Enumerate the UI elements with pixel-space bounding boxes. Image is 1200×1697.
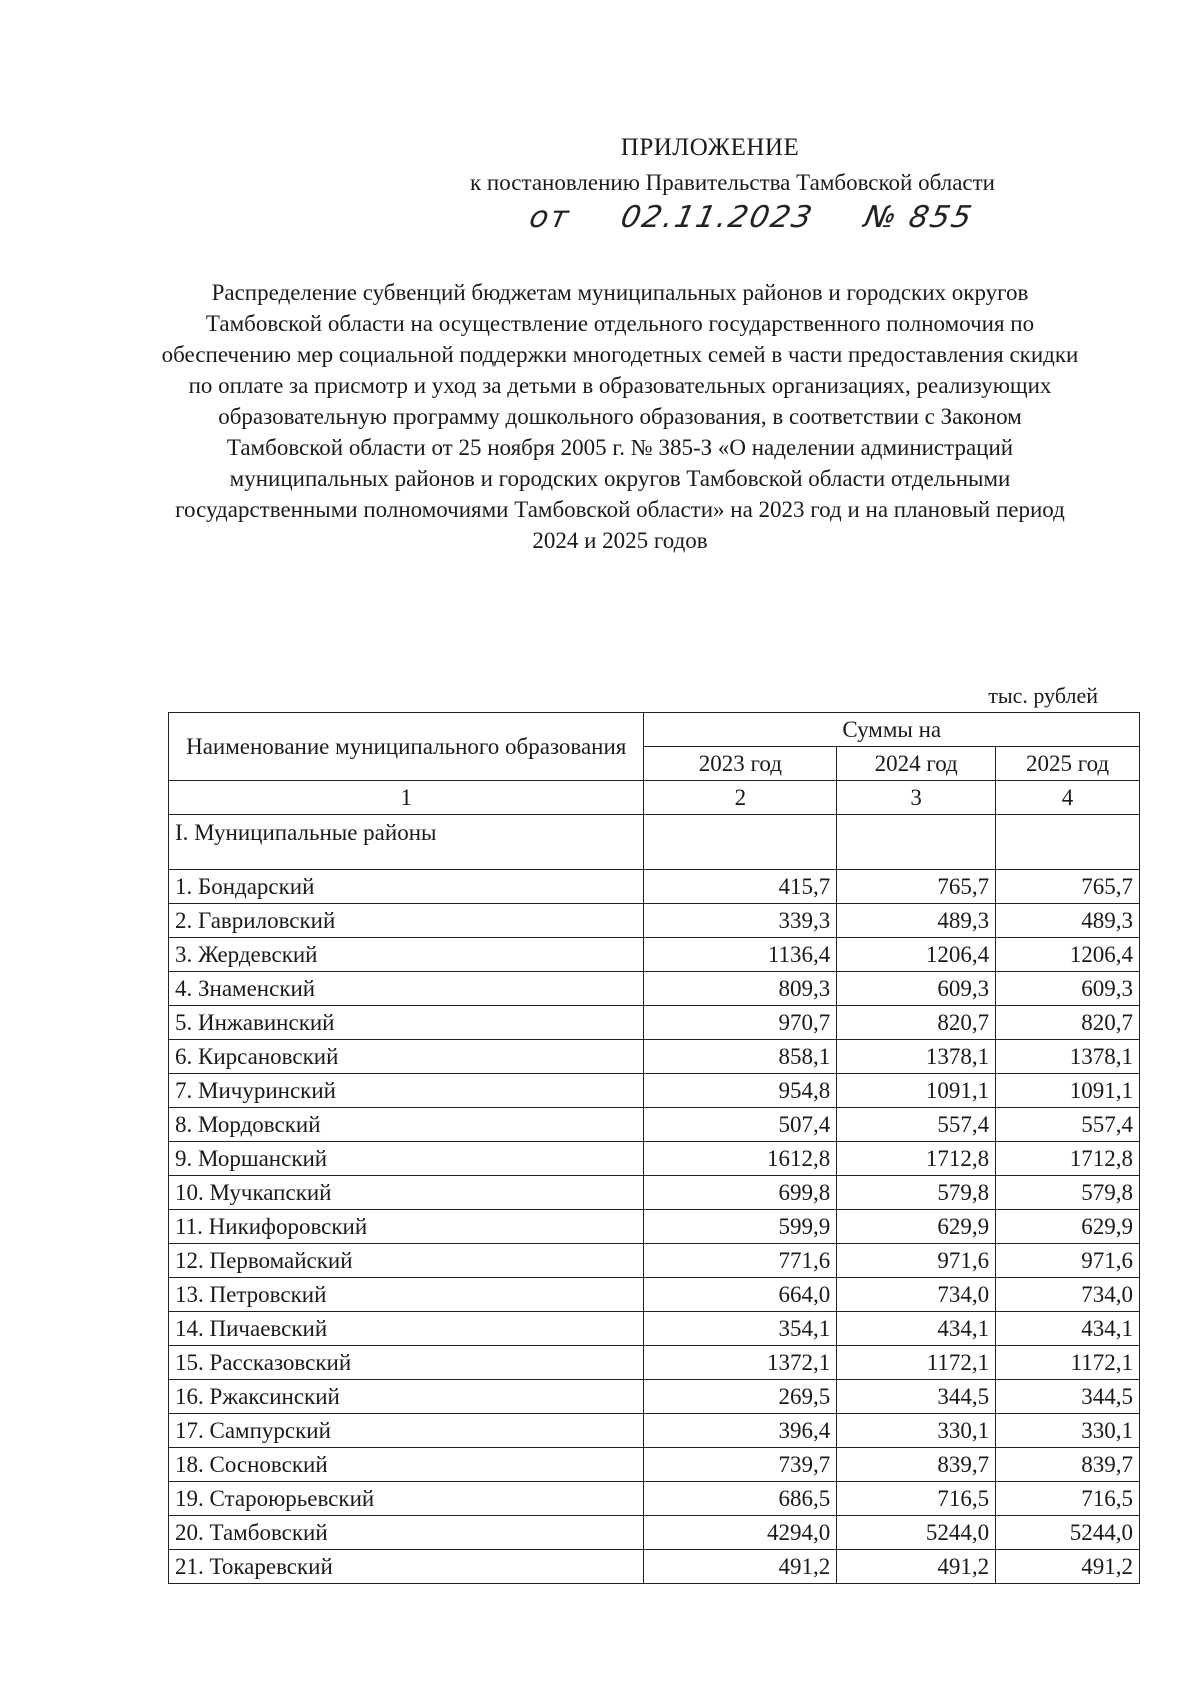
section-row (169, 815, 1140, 870)
table-row (169, 1346, 1140, 1380)
value-2024: 839,7 (837, 1448, 996, 1482)
value-2023: 269,5 (644, 1380, 837, 1414)
value-2025: 579,8 (996, 1176, 1140, 1210)
value-2024: 629,9 (837, 1210, 996, 1244)
value-2023: 599,9 (644, 1210, 837, 1244)
table-row (169, 1210, 1140, 1244)
value-2023: 664,0 (644, 1278, 837, 1312)
value-2023: 4294,0 (644, 1516, 837, 1550)
value-2024: 765,7 (837, 870, 996, 904)
municipality-name: 14. Пичаевский (169, 1312, 644, 1346)
municipality-name: 13. Петровский (169, 1278, 644, 1312)
table-row (169, 1040, 1140, 1074)
value-2025: 1172,1 (996, 1346, 1140, 1380)
table-row (169, 938, 1140, 972)
value-2025: 839,7 (996, 1448, 1140, 1482)
value-2024: 5244,0 (837, 1516, 996, 1550)
value-2025: 344,5 (996, 1380, 1140, 1414)
value-2025: 330,1 (996, 1414, 1140, 1448)
municipality-name: 12. Первомайский (169, 1244, 644, 1278)
col-number-2: 2 (644, 781, 837, 815)
table-row (169, 1176, 1140, 1210)
handwritten-prefix: от (526, 200, 574, 235)
municipality-name: 18. Сосновский (169, 1448, 644, 1482)
table-row (169, 1380, 1140, 1414)
value-2024: 1206,4 (837, 938, 996, 972)
units-label: тыс. рублей (988, 683, 1098, 708)
header-sums: Суммы на (644, 713, 1140, 747)
col-number-4: 4 (996, 781, 1140, 815)
municipality-name: 4. Знаменский (169, 972, 644, 1006)
value-2023: 1612,8 (644, 1142, 837, 1176)
value-2023: 491,2 (644, 1550, 837, 1584)
value-2025: 491,2 (996, 1550, 1140, 1584)
municipality-name: 5. Инжавинский (169, 1006, 644, 1040)
value-2024: 489,3 (837, 904, 996, 938)
value-2024: 971,6 (837, 1244, 996, 1278)
appendix-subtitle: к постановлению Правительства Тамбовской области (470, 170, 995, 195)
table-row (169, 1244, 1140, 1278)
subventions-table (168, 712, 1140, 1584)
value-2023: 396,4 (644, 1414, 837, 1448)
value-2025: 629,9 (996, 1210, 1140, 1244)
table-row (169, 1006, 1140, 1040)
value-2025: 1378,1 (996, 1040, 1140, 1074)
municipality-name: 16. Ржаксинский (169, 1380, 644, 1414)
header-year-2025: 2025 год (996, 747, 1140, 781)
value-2023: 339,3 (644, 904, 837, 938)
value-2024: 734,0 (837, 1278, 996, 1312)
value-2025: 971,6 (996, 1244, 1140, 1278)
col-number-1: 1 (169, 781, 644, 815)
value-2025: 557,4 (996, 1108, 1140, 1142)
value-2023: 1136,4 (644, 938, 837, 972)
value-2025: 734,0 (996, 1278, 1140, 1312)
table-row (169, 904, 1140, 938)
value-2023: 858,1 (644, 1040, 837, 1074)
municipality-name: 19. Староюрьевский (169, 1482, 644, 1516)
value-2023: 507,4 (644, 1108, 837, 1142)
value-2024: 557,4 (837, 1108, 996, 1142)
value-2025: 434,1 (996, 1312, 1140, 1346)
header-municipality: Наименование муниципального образования (169, 713, 644, 781)
value-2024: 1091,1 (837, 1074, 996, 1108)
value-2025: 1712,8 (996, 1142, 1140, 1176)
municipality-name: 8. Мордовский (169, 1108, 644, 1142)
table-row (169, 1550, 1140, 1584)
municipality-name: 6. Кирсановский (169, 1040, 644, 1074)
handwritten-date: 02.11.2023 (617, 200, 817, 235)
value-2023: 739,7 (644, 1448, 837, 1482)
municipality-name: 10. Мучкапский (169, 1176, 644, 1210)
value-2024: 330,1 (837, 1414, 996, 1448)
value-2025: 820,7 (996, 1006, 1140, 1040)
handwritten-number: № 855 (860, 200, 977, 235)
municipality-name: 21. Токаревский (169, 1550, 644, 1584)
value-2024: 491,2 (837, 1550, 996, 1584)
table-row (169, 1312, 1140, 1346)
value-2023: 809,3 (644, 972, 837, 1006)
value-2025: 765,7 (996, 870, 1140, 904)
table-row (169, 1074, 1140, 1108)
document-heading: Распределение субвенций бюджетам муниципальных районов и городских округов Тамбовской области на осуществление отдельного государственного полномочия по обеспечению мер социальной поддержки многодетных семей в части предоставления скидки по оплате за присмотр и уход за детьми в образовательных организациях, реализующих образовательную программу дошкольного образования, в соответствии с Законом Тамбовской области от 25 ноября 2005 г. № 385-З «О наделении администраций муниципальных районов и городских округов Тамбовской области отдельными государственными полномочиями Тамбовской области» на 2023 год и на плановый период 2024 и 2025 годов (161, 280, 1079, 553)
municipality-name: 20. Тамбовский (169, 1516, 644, 1550)
value-2025: 5244,0 (996, 1516, 1140, 1550)
table-row (169, 1516, 1140, 1550)
table-row (169, 1142, 1140, 1176)
value-2024: 820,7 (837, 1006, 996, 1040)
value-2024: 434,1 (837, 1312, 996, 1346)
value-2023: 686,5 (644, 1482, 837, 1516)
col-number-3: 3 (837, 781, 996, 815)
table-row (169, 1448, 1140, 1482)
value-2024: 1712,8 (837, 1142, 996, 1176)
value-2024: 1172,1 (837, 1346, 996, 1380)
value-2024: 579,8 (837, 1176, 996, 1210)
value-2024: 609,3 (837, 972, 996, 1006)
value-2024: 1378,1 (837, 1040, 996, 1074)
value-2023: 699,8 (644, 1176, 837, 1210)
header-year-2024: 2024 год (837, 747, 996, 781)
value-2024: 344,5 (837, 1380, 996, 1414)
handwritten-date-number (526, 200, 1016, 235)
municipality-name: 9. Моршанский (169, 1142, 644, 1176)
value-2025: 716,5 (996, 1482, 1140, 1516)
municipality-name: 15. Рассказовский (169, 1346, 644, 1380)
value-2025: 609,3 (996, 972, 1140, 1006)
table-row (169, 1414, 1140, 1448)
table-row (169, 1108, 1140, 1142)
section-title: I. Муниципальные районы (169, 815, 644, 870)
municipality-name: 2. Гавриловский (169, 904, 644, 938)
appendix-title: ПРИЛОЖЕНИЕ (620, 134, 800, 161)
value-2023: 415,7 (644, 870, 837, 904)
value-2023: 954,8 (644, 1074, 837, 1108)
value-2023: 970,7 (644, 1006, 837, 1040)
table-row (169, 972, 1140, 1006)
value-2025: 489,3 (996, 904, 1140, 938)
table-row (169, 1482, 1140, 1516)
value-2023: 771,6 (644, 1244, 837, 1278)
value-2025: 1091,1 (996, 1074, 1140, 1108)
value-2025: 1206,4 (996, 938, 1140, 972)
municipality-name: 17. Сампурский (169, 1414, 644, 1448)
value-2023: 1372,1 (644, 1346, 837, 1380)
municipality-name: 3. Жердевский (169, 938, 644, 972)
municipality-name: 11. Никифоровский (169, 1210, 644, 1244)
value-2024: 716,5 (837, 1482, 996, 1516)
municipality-name: 7. Мичуринский (169, 1074, 644, 1108)
value-2023: 354,1 (644, 1312, 837, 1346)
table-row (169, 1278, 1140, 1312)
table-row (169, 870, 1140, 904)
header-year-2023: 2023 год (644, 747, 837, 781)
municipality-name: 1. Бондарский (169, 870, 644, 904)
